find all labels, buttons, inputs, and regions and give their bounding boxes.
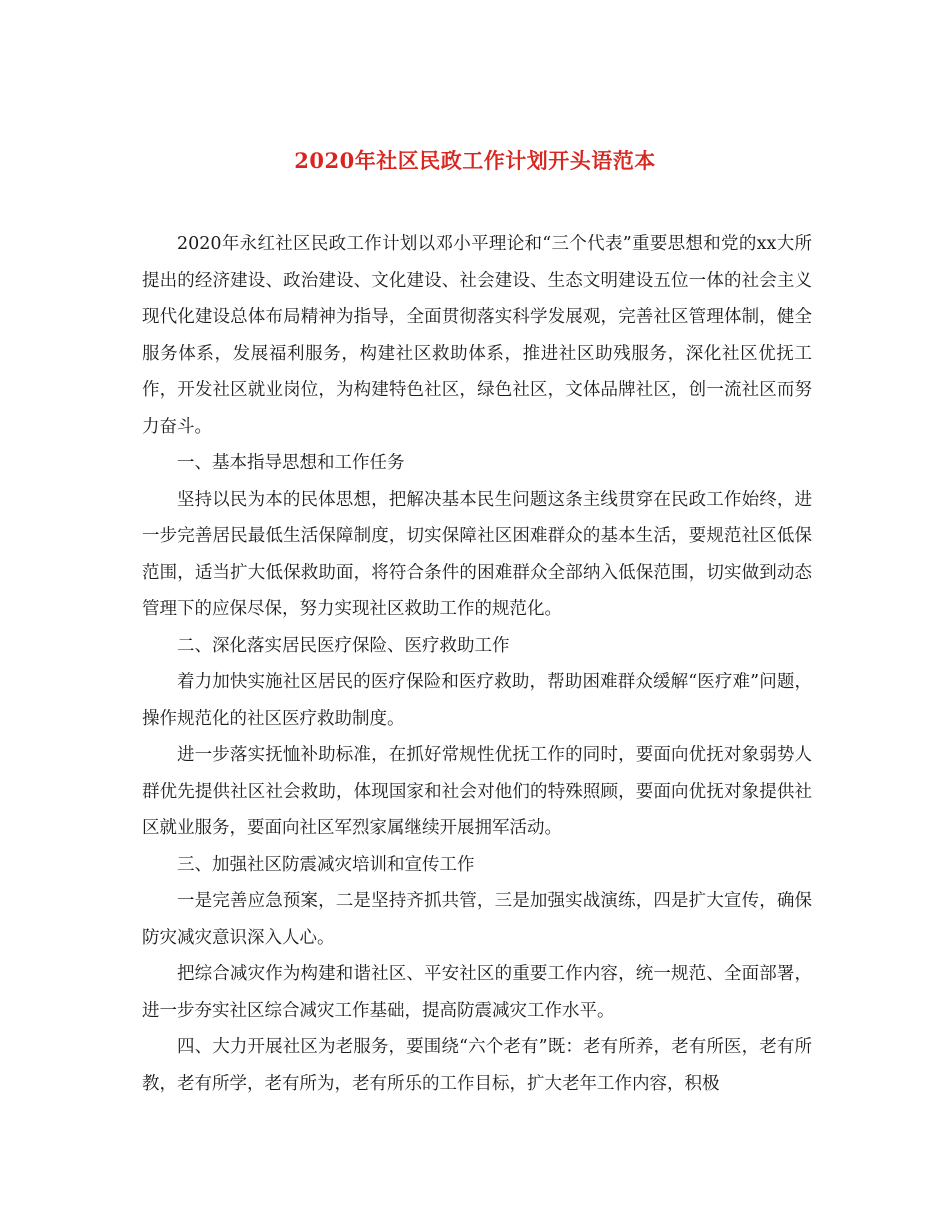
section-heading-1: 一、基本指导思想和工作任务: [177, 453, 405, 473]
paragraph-section-2a: 着力加快实施社区居民的医疗保险和医疗救助，帮助困难群众缓解“医疗难”问题，操作规范化的社区医疗救助制度。: [142, 672, 812, 729]
section-heading-3: 三、加强社区防震减灾培训和宣传工作: [177, 854, 475, 875]
document-title: 2020年社区民政工作计划开头语范本: [294, 148, 656, 173]
section-heading-2: 二、深化落实居民医疗保险、医疗救助工作: [177, 635, 510, 656]
paragraph-section-4: 四、大力开展社区为老服务，要围绕“六个老有”既：老有所养，老有所医，老有所教，老有所学，老有所为，老有所乐的工作目标，扩大老年工作内容，积极: [142, 1037, 812, 1094]
paragraph-section-3b: 把综合减灾作为构建和谐社区、平安社区的重要工作内容，统一规范、全面部署，进一步夯实社区综合减灾工作基础，提高防震减灾工作水平。: [142, 964, 812, 1021]
paragraph-section-2b: 进一步落实抚恤补助标准，在抓好常规性优抚工作的同时，要面向优抚对象弱势人群优先提供社区社会救助，体现国家和社会对他们的特殊照顾，要面向优抚对象提供社区就业服务，要面向社区军烈家属继续开展拥军活动。: [142, 745, 812, 838]
paragraph-section-1: 坚持以民为本的民体思想，把解决基本民生问题这条主线贯穿在民政工作始终，进一步完善居民最低生活保障制度，切实保障社区困难群众的基本生活，要规范社区低保范围，适当扩大低保救助面，将符合条件的困难群众全部纳入低保范围，切实做到动态管理下的应保尽保，努力实现社区救助工作的规范化。: [142, 489, 812, 619]
document-body: [142, 226, 812, 1102]
paragraph-intro: 2020年永红社区民政工作计划以邓小平理论和“三个代表”重要思想和党的xx大所提出的经济建设、政治建设、文化建设、社会建设、生态文明建设五位一体的社会主义现代化建设总体布局精神为指导，全面贯彻落实科学发展观，完善社区管理体制，健全服务体系，发展福利服务，构建社区救助体系，推进社区助残服务，深化社区优抚工作，开发社区就业岗位，为构建特色社区，绿色社区，文体品牌社区，创一流社区而努力奋斗。: [142, 234, 812, 437]
paragraph-section-3a: 一是完善应急预案，二是坚持齐抓共管，三是加强实战演练，四是扩大宣传，确保防灾减灾意识深入人心。: [142, 891, 812, 948]
